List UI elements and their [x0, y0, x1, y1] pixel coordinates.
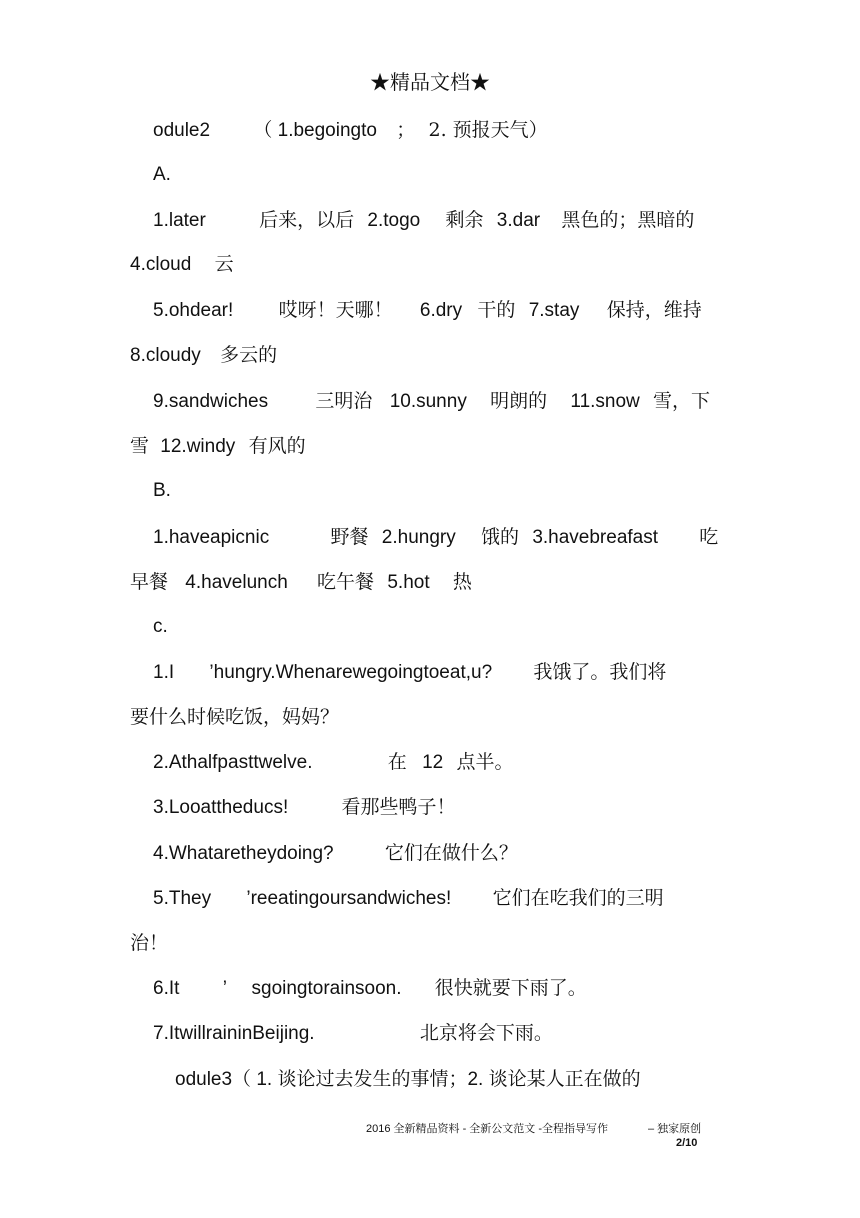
text-segment: 雪: [130, 435, 150, 457]
section-b-label: [153, 479, 171, 503]
text-segment: 2.Athalfpasttwelve.: [153, 752, 313, 773]
page-title: ★精品文档★: [370, 70, 490, 94]
section-a-label: [153, 163, 171, 187]
dialogue-line: [130, 931, 168, 956]
text-segment: 吃午餐: [317, 571, 375, 593]
module2-heading: [153, 118, 548, 143]
section-c-label: [153, 615, 168, 639]
text-segment: ’hungry.Whenarewegoingtoeat,u?: [209, 662, 493, 683]
text-segment: 4.havelunch: [185, 572, 288, 593]
text-segment: ’: [222, 978, 227, 999]
dialogue-line: [153, 750, 514, 775]
text-segment: 7.stay: [528, 300, 580, 321]
text-segment: 看那些鸭子！: [341, 796, 456, 818]
text-segment: 5.hot: [387, 572, 430, 593]
text-segment: 吃: [699, 526, 719, 548]
vocab-line: [153, 389, 710, 414]
vocab-line: [153, 298, 702, 323]
text-segment: 明朗的: [490, 390, 548, 412]
text-segment: 我饿了。我们将: [533, 661, 667, 683]
vocab-line: [153, 525, 718, 550]
text-segment: 10.sunny: [389, 391, 467, 412]
text-segment: 三明治: [315, 390, 373, 412]
text-segment: 要什么时候吃饭，妈妈？: [130, 706, 340, 728]
text-segment: 野餐: [330, 526, 369, 548]
text-segment: odule2: [153, 120, 211, 141]
vocab-line: [130, 570, 472, 595]
text-segment: 12.windy: [160, 436, 236, 457]
footer-right: – 独家原创: [648, 1123, 702, 1135]
text-segment: 4.cloud: [130, 254, 192, 275]
vocab-line: [130, 434, 306, 459]
dialogue-line: [130, 705, 339, 730]
text-segment: 很快就要下雨了。: [434, 977, 587, 999]
text-segment: 5.They: [153, 888, 212, 909]
text-segment: 哎呀！天哪！: [278, 299, 393, 321]
text-segment: 剩余: [445, 209, 484, 231]
text-segment: ；: [396, 120, 416, 141]
vocab-line: [153, 208, 694, 233]
text-segment: 在: [387, 751, 407, 773]
text-segment: 治！: [130, 932, 169, 954]
text-segment: 保持，维持: [606, 299, 702, 321]
text-segment: 3.dar: [496, 210, 541, 231]
text-segment: 8.cloudy: [130, 345, 201, 366]
text-segment: 饿的: [481, 526, 520, 548]
text-segment: 3.havebreafast: [532, 527, 659, 548]
text-segment: 后来，以后: [259, 209, 355, 231]
text-segment: 11.snow: [570, 391, 640, 412]
text-segment: 3.Looattheducs!: [153, 797, 289, 818]
dialogue-line: [153, 1021, 553, 1046]
text-segment: 12: [422, 752, 444, 773]
text-segment: 5.ohdear!: [153, 300, 234, 321]
text-segment: 云: [214, 253, 234, 275]
text-segment: 2.togo: [367, 210, 421, 231]
text-segment: 7.ItwillraininBeijing.: [153, 1023, 315, 1044]
text-segment: （ 1.begoingto: [253, 120, 377, 141]
text-segment: B.: [153, 480, 171, 501]
dialogue-line: [153, 976, 587, 1001]
vocab-line: [130, 343, 277, 368]
text-segment: 1.I: [153, 662, 175, 683]
text-segment: 它们在吃我们的三明: [492, 887, 664, 909]
vocab-line: [130, 252, 234, 277]
text-segment: 北京将会下雨。: [419, 1022, 553, 1044]
text-segment: A.: [153, 164, 171, 185]
text-segment: 6.dry: [419, 300, 463, 321]
text-segment: c.: [153, 616, 168, 637]
page-number: 2/10: [676, 1137, 698, 1149]
text-segment: 1.haveapicnic: [153, 527, 270, 548]
text-segment: sgoingtorainsoon.: [251, 978, 402, 999]
text-segment: 6.It: [153, 978, 180, 999]
text-segment: 有风的: [248, 435, 306, 457]
text-segment: 9.sandwiches: [153, 391, 269, 412]
text-segment: 2.hungry: [381, 527, 456, 548]
text-segment: 点半。: [456, 751, 514, 773]
text-segment: 4.Whataretheydoing?: [153, 843, 334, 864]
dialogue-line: [153, 841, 518, 866]
text-segment: 1.later: [153, 210, 206, 231]
dialogue-line: [153, 660, 666, 685]
text-segment: 雪，下: [653, 390, 711, 412]
text-segment: 2. 预报天气）: [428, 119, 548, 141]
text-segment: ’reeatingoursandwiches!: [246, 888, 452, 909]
footer-text: 2016 全新精品资料 - 全新公文范文 -全程指导写作: [366, 1123, 609, 1135]
text-segment: 黑色的；黑暗的: [561, 209, 695, 231]
text-segment: 多云的: [220, 344, 278, 366]
dialogue-line: [153, 886, 664, 911]
text-segment: 它们在做什么？: [384, 842, 518, 864]
text-segment: 早餐: [130, 571, 169, 593]
dialogue-line: [153, 795, 456, 820]
text-segment: odule3（ 1. 谈论过去发生的事情；2. 谈论某人正在做的: [175, 1069, 641, 1090]
text-segment: 热: [452, 571, 472, 593]
text-segment: 干的: [477, 299, 516, 321]
module3-heading: [175, 1068, 641, 1092]
